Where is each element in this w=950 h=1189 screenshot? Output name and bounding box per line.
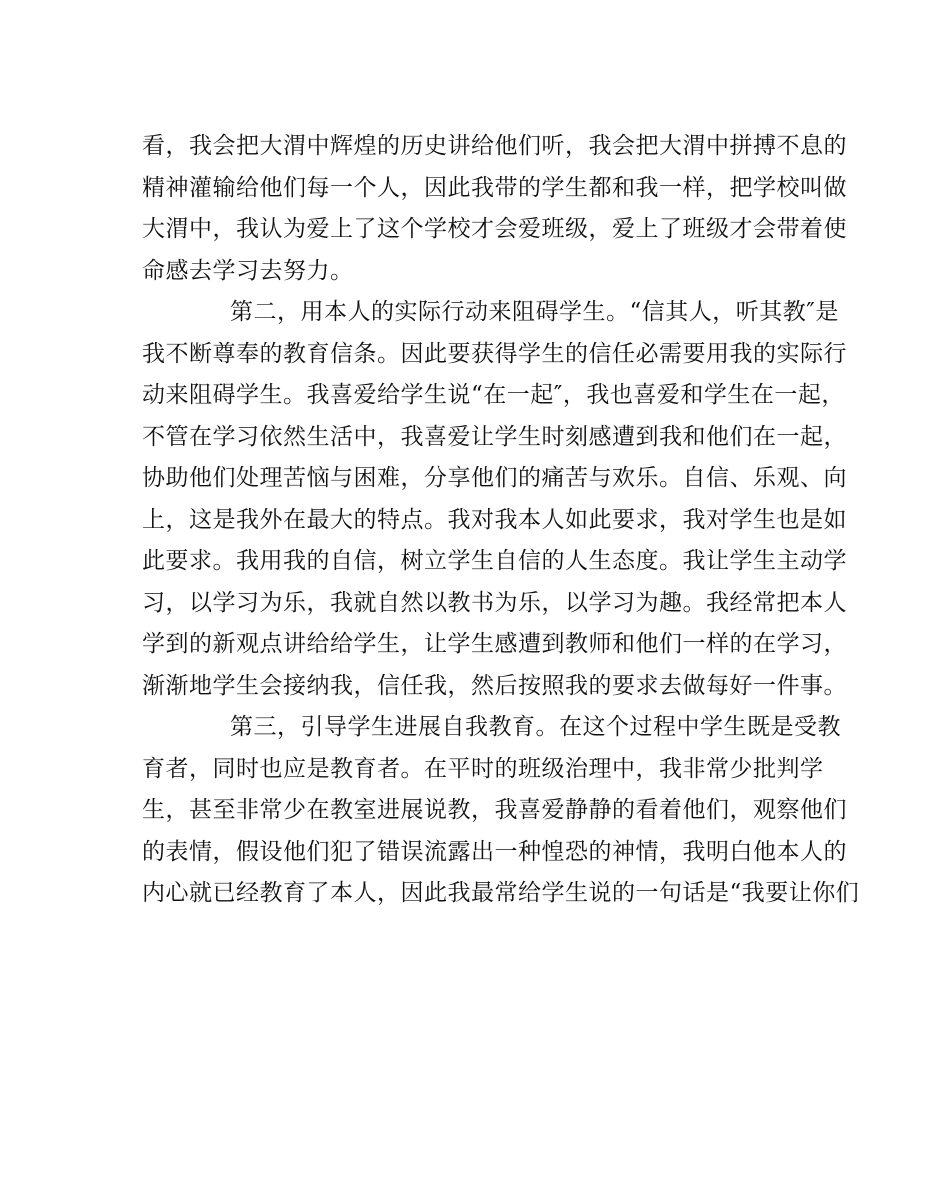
text-line: 看，我会把大渭中辉煌的历史讲给他们听，我会把大渭中拼搏不息的 <box>142 133 847 159</box>
paragraph-start-line: 第三，引导学生进展自我教育。在这个过程中学生既是受教 <box>230 714 841 740</box>
text-line: 命感去学习去努力。 <box>142 257 354 284</box>
text-line: 育者，同时也应是教育者。在平时的班级治理中，我非常少批判学 <box>142 755 824 782</box>
text-line: 动来阻碍学生。我喜爱给学生说“在一起″，我也喜爱和学生在一起， <box>142 382 845 408</box>
body-text <box>142 126 860 915</box>
text-line: 内心就已经教育了本人，因此我最常给学生说的一句话是“我要让你们 <box>142 880 860 906</box>
text-line: 协助他们处理苦恼与困难，分享他们的痛苦与欢乐。自信、乐观、向 <box>142 465 847 491</box>
text-line: 生，甚至非常少在教室进展说教，我喜爱静静的看着他们，观察他们 <box>142 797 847 823</box>
text-line: 大渭中，我认为爱上了这个学校才会爱班级，爱上了班级才会带着使 <box>142 216 847 242</box>
text-line: 精神灌输给他们每一个人，因此我带的学生都和我一样，把学校叫做 <box>142 174 847 201</box>
text-line: 习，以学习为乐，我就自然以教书为乐，以学习为趣。我经常把本人 <box>142 589 847 616</box>
text-line: 的表情，假设他们犯了错误流露出一种惶恐的神情，我明白他本人的 <box>142 838 847 865</box>
text-line: 学到的新观点讲给给学生，让学生感遭到教师和他们一样的在学习， <box>142 631 847 657</box>
text-line: 上，这是我外在最大的特点。我对我本人如此要求，我对学生也是如 <box>142 506 847 533</box>
paragraph-start-line: 第二，用本人的实际行动来阻碍学生。“信其人，听其教″是 <box>230 299 839 325</box>
text-line: 此要求。我用我的自信，树立学生自信的人生态度。我让学生主动学 <box>142 548 847 574</box>
text-line: 我不断尊奉的教育信条。因此要获得学生的信任必需要用我的实际行 <box>142 340 847 367</box>
text-line: 渐渐地学生会接纳我，信任我，然后按照我的要求去做每好一件事。 <box>142 672 847 699</box>
text-line: 不管在学习依然生活中，我喜爱让学生时刻感遭到我和他们在一起， <box>142 423 847 450</box>
